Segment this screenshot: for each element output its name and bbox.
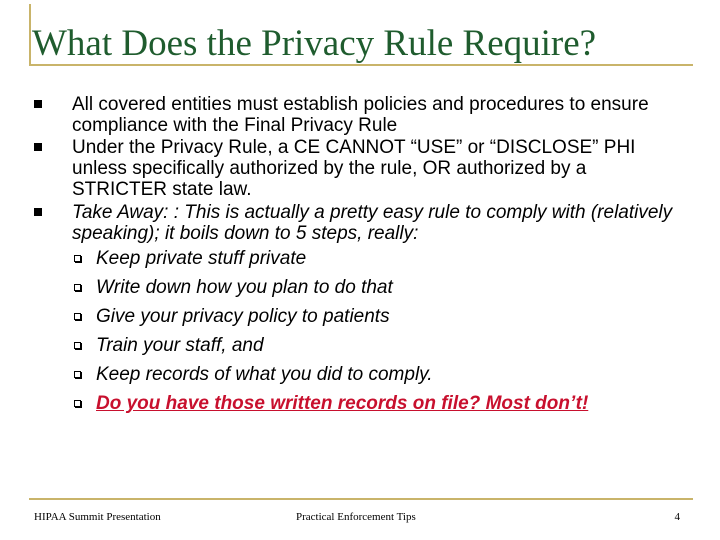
title-rule: [29, 64, 693, 66]
list-item: [72, 389, 680, 418]
step-text: Keep private stuff private: [96, 248, 307, 269]
list-item: [72, 302, 680, 331]
bullet-text: All covered entities must establish policies and procedures to ensure compliance with the Final Privacy Rule: [72, 94, 649, 136]
hollow-square-bullet-icon: [74, 284, 81, 291]
steps-list: [72, 244, 680, 418]
square-bullet-icon: [34, 208, 42, 216]
slide-body: [0, 94, 720, 418]
slide-title: What Does the Privacy Rule Require?: [32, 23, 597, 64]
footer-rule: [29, 498, 693, 500]
list-item: [72, 244, 680, 273]
step-text: Train your staff, and: [96, 335, 264, 356]
square-bullet-icon: [34, 143, 42, 151]
hollow-square-bullet-icon: [74, 255, 81, 262]
bullet-item-2: [0, 137, 720, 200]
bullet-text: Take Away: : This is actually a pretty easy rule to comply with (relatively speaking); it boils down to 5 steps, really:: [72, 202, 673, 244]
bullet-item-3: [0, 202, 720, 418]
bullet-text: Under the Privacy Rule, a CE CANNOT “USE” or “DISCLOSE” PHI unless specifically authorized by the rule, OR authorized by a STRICTER state law.: [72, 137, 636, 200]
page-number: 4: [674, 511, 680, 523]
bullet-item-1: [0, 94, 720, 136]
footer-center-text: Practical Enforcement Tips: [296, 511, 416, 523]
list-item: [72, 273, 680, 302]
title-rule-vertical: [29, 4, 31, 66]
hollow-square-bullet-icon: [74, 371, 81, 378]
step-text: Give your privacy policy to patients: [96, 306, 390, 327]
emphasis-step-text: Do you have those written records on file? Most don’t!: [96, 393, 589, 414]
footer-left-text: HIPAA Summit Presentation: [34, 511, 161, 523]
hollow-square-bullet-icon: [74, 313, 81, 320]
list-item: [72, 331, 680, 360]
step-text: Keep records of what you did to comply.: [96, 364, 433, 385]
square-bullet-icon: [34, 100, 42, 108]
step-text: Write down how you plan to do that: [96, 277, 393, 298]
list-item: [72, 360, 680, 389]
hollow-square-bullet-icon: [74, 400, 81, 407]
hollow-square-bullet-icon: [74, 342, 81, 349]
